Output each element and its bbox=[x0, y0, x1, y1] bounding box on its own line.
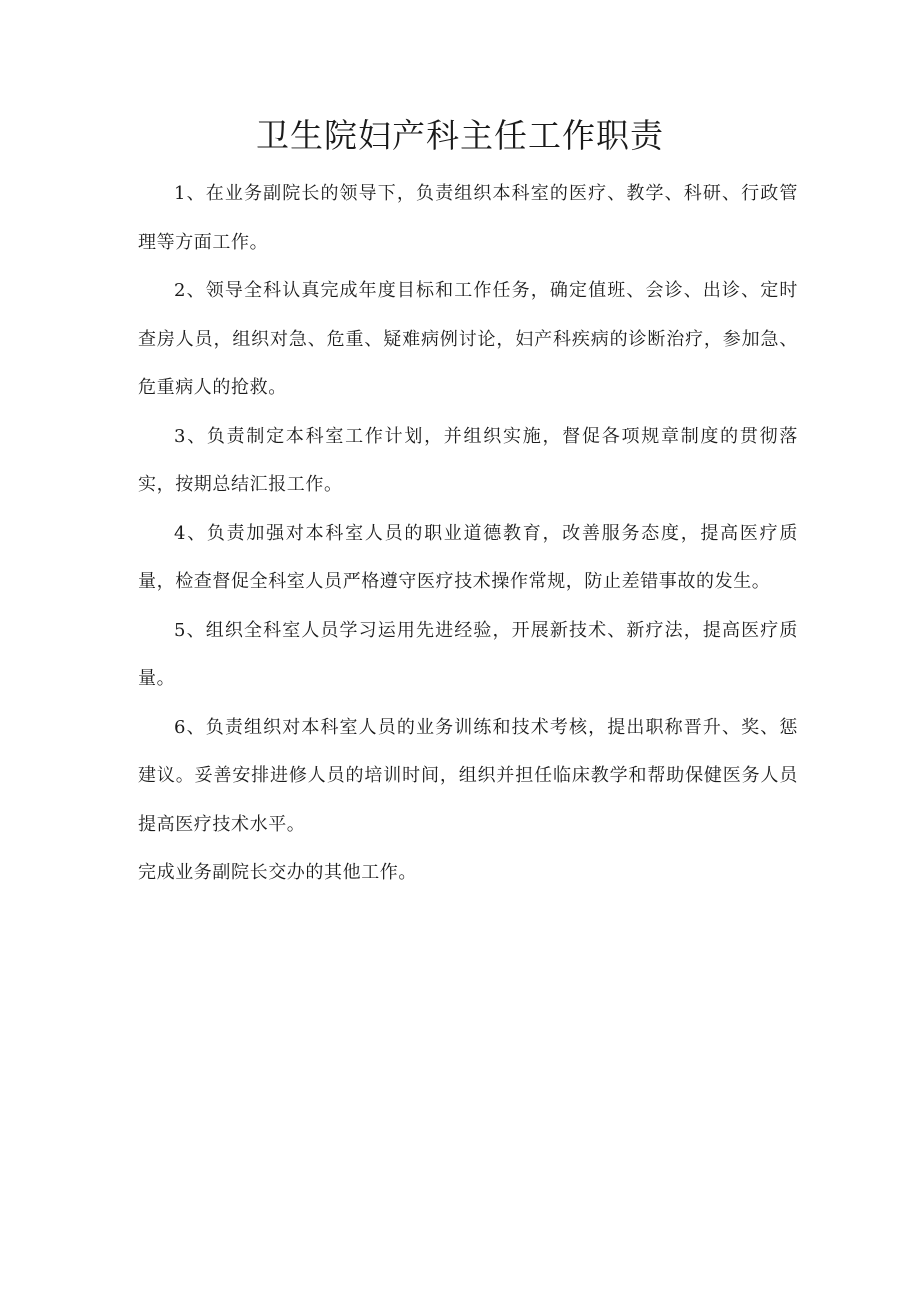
paragraph-3: 3、负责制定本科室工作计划，并组织实施，督促各项规章制度的贯彻落实，按期总结汇报工作。 bbox=[138, 425, 798, 495]
paragraph-2: 2、领导全科认真完成年度目标和工作任务，确定值班、会诊、出诊、定时查房人员，组织对急、危重、疑难病例讨论，妇产科疾病的诊断治疗，参加急、危重病人的抢救。 bbox=[138, 280, 798, 398]
document-body bbox=[138, 170, 798, 898]
paragraph-7: 完成业务副院长交办的其他工作。 bbox=[138, 862, 417, 883]
paragraph-6: 6、负责组织对本科室人员的业务训练和技术考核，提出职称晋升、奖、惩建议。妥善安排进修人员的培训时间，组织并担任临床教学和帮助保健医务人员提高医疗技术水平。 bbox=[138, 716, 798, 835]
paragraph-1: 1、在业务副院长的领导下，负责组织本科室的医疗、教学、科研、行政管理等方面工作。 bbox=[138, 183, 798, 253]
document-title: 卫生院妇产科主任工作职责 bbox=[256, 116, 664, 155]
paragraph-5: 5、组织全科室人员学习运用先进经验，开展新技术、新疗法，提高医疗质量。 bbox=[138, 619, 798, 689]
paragraph-4: 4、负责加强对本科室人员的职业道德教育，改善服务态度，提高医疗质量，检查督促全科室人员严格遵守医疗技术操作常规，防止差错事故的发生。 bbox=[138, 522, 798, 592]
